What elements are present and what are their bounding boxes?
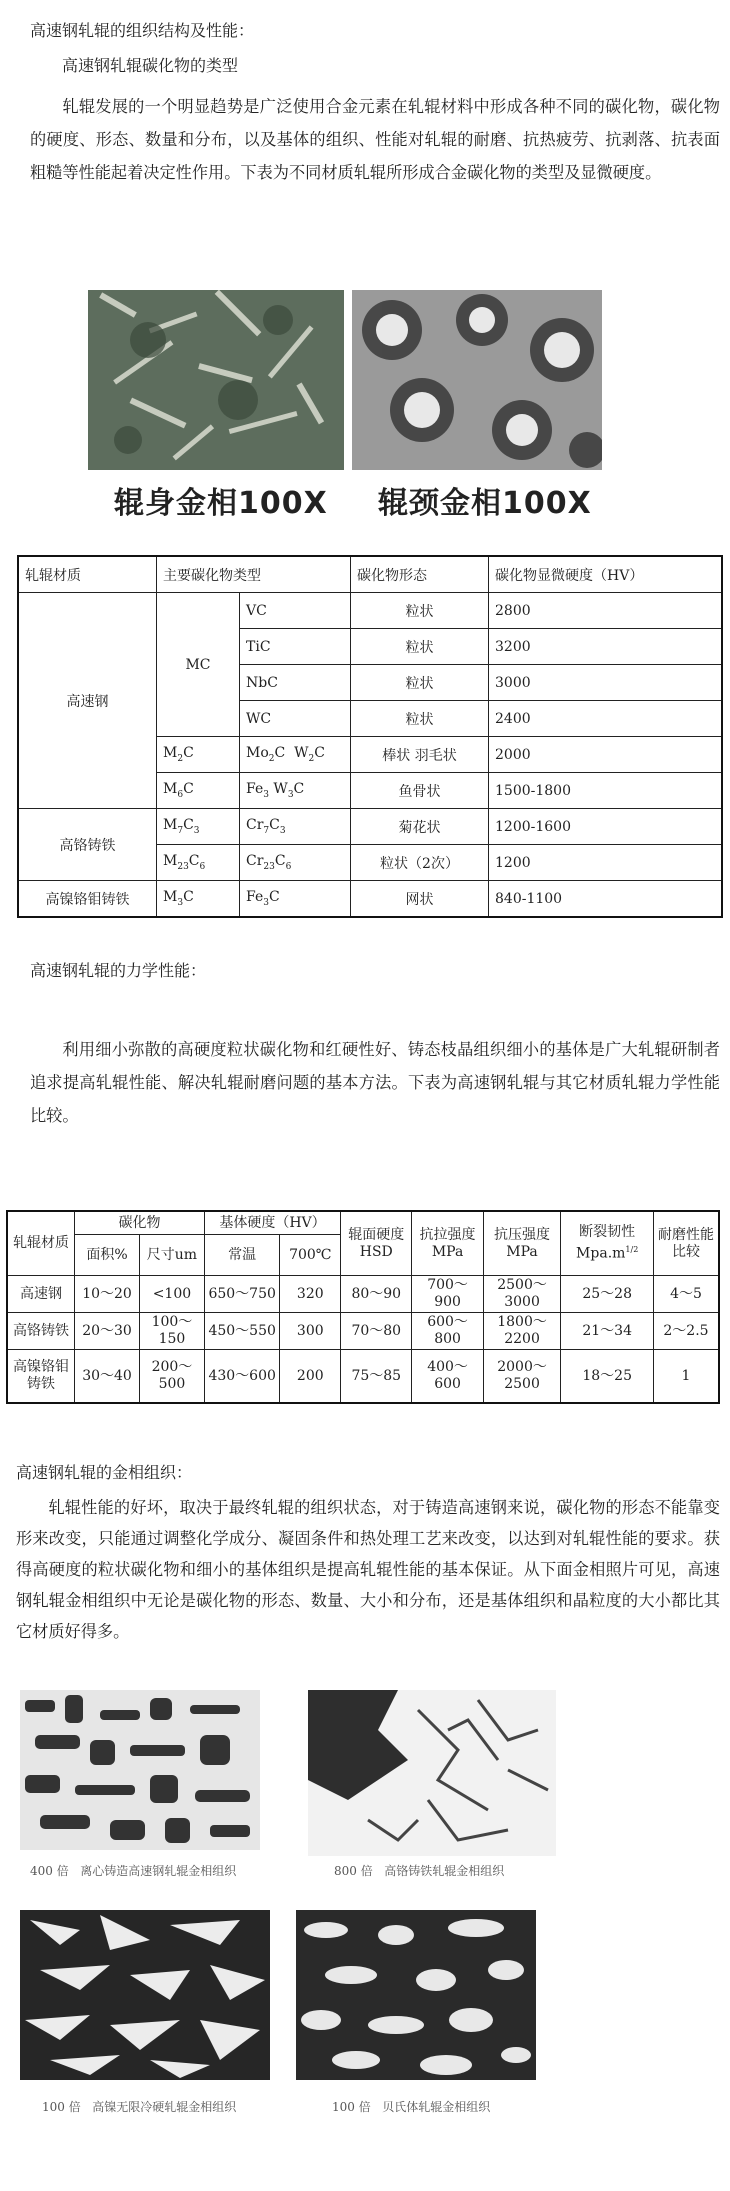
hot-hardness-cell: 300 — [280, 1313, 341, 1350]
hardness-cell: 2000 — [489, 737, 723, 773]
compressive-cell: 2000～2500 — [483, 1350, 561, 1404]
col-header-700c: 700℃ — [280, 1235, 341, 1276]
intro-paragraph: 轧辊发展的一个明显趋势是广泛使用合金元素在轧辊材料中形成各种不同的碳化物，碳化物的硬度、形态、数量和分布，以及基体的组织、性能对轧辊的耐磨、抗热疲劳、抗剥落、抗表面粗糙等性能起着决定性作用。下表为不同材质轧辊所形成合金碳化物的类型及显微硬度。 — [30, 97, 720, 182]
area-cell: 20～30 — [75, 1313, 140, 1350]
micrograph-nickel — [20, 1910, 270, 2080]
tensile-cell: 400～600 — [412, 1350, 483, 1404]
roll-body-caption: 辊身金相100X — [114, 486, 328, 521]
wear-cell: 1 — [653, 1350, 719, 1404]
micrograph-bainite-caption: 100 倍 贝氏体轧辊金相组织 — [332, 2100, 491, 2114]
microstructure-paragraph: 轧辊性能的好坏，取决于最终轧辊的组织状态，对于铸造高速钢来说，碳化物的形态不能靠变形来改变，只能通过调整化学成分、凝固条件和热处理工艺来改变，以达到对轧辊性能的要求。获得高硬度的粒状碳化物和细小的基体组织是提高轧辊性能的基本保证。从下面金相照片可见，高速钢轧辊金相组织中无论是碳化物的形态、数量、大小和分布，还是基体组织和晶粒度的大小都比其它材质好得多。 — [16, 1498, 720, 1641]
micrograph-hss — [20, 1690, 260, 1850]
section-heading-structure: 高速钢轧辊的组织结构及性能： — [30, 21, 255, 40]
material-cell: 高铬铸铁 — [18, 809, 157, 881]
fracture-cell: 18～25 — [561, 1350, 654, 1404]
carbide-form-cell: 粒状 — [351, 665, 489, 701]
carbide-type-cell: $Cr_{23}C_6$ — [240, 845, 351, 881]
area-cell: 10～20 — [75, 1276, 140, 1313]
carbide-form-cell: 粒状 — [351, 629, 489, 665]
table-row — [18, 881, 722, 918]
col-header-carbide-type: 主要碳化物类型 — [157, 556, 351, 593]
col-header-compressive: 抗压强度MPa — [483, 1211, 561, 1276]
room-temp-cell: 450～550 — [204, 1313, 280, 1350]
hardness-cell: 1500-1800 — [489, 773, 723, 809]
roll-neck-micrograph — [352, 290, 602, 470]
carbide-type-cell: $Cr_7C_3$ — [240, 809, 351, 845]
col-header-material: 轧辊材质 — [18, 556, 157, 593]
section-heading-mechanical: 高速钢轧辊的力学性能： — [30, 961, 207, 980]
room-temp-cell: 430～600 — [204, 1350, 280, 1404]
wear-cell: 2～2.5 — [653, 1313, 719, 1350]
carbide-type-cell: $Fe_3$ $W_3C$ — [240, 773, 351, 809]
area-cell: 30～40 — [75, 1350, 140, 1404]
roll-body-micrograph — [88, 290, 344, 470]
col-header-area: 面积% — [75, 1235, 140, 1276]
micrograph-nickel-texture — [20, 1910, 270, 2080]
carbide-form-cell: 鱼骨状 — [351, 773, 489, 809]
material-cell: 高速钢 — [7, 1276, 75, 1313]
material-cell: 高速钢 — [18, 593, 157, 809]
compressive-cell: 1800～2200 — [483, 1313, 561, 1350]
carbide-class-cell: $M_2C$ — [157, 737, 240, 773]
material-cell: 高镍铬钼铸铁 — [18, 881, 157, 918]
carbide-type-cell: NbC — [240, 665, 351, 701]
carbide-form-cell: 棒状 羽毛状 — [351, 737, 489, 773]
roll-neck-micrograph-texture — [352, 290, 602, 470]
compressive-cell: 2500～3000 — [483, 1276, 561, 1313]
carbide-class-cell: MC — [157, 593, 240, 737]
hot-hardness-cell: 200 — [280, 1350, 341, 1404]
carbide-class-cell: $M_3C$ — [157, 881, 240, 918]
tensile-cell: 600～800 — [412, 1313, 483, 1350]
carbide-type-cell: VC — [240, 593, 351, 629]
table-header-row — [18, 556, 722, 593]
room-temp-cell: 650～750 — [204, 1276, 280, 1313]
col-header-hardness: 碳化物显微硬度（HV） — [489, 556, 723, 593]
section-heading-carbide-types: 高速钢轧辊碳化物的类型 — [62, 56, 239, 75]
size-cell: 100～150 — [139, 1313, 204, 1350]
micrograph-hcr — [308, 1690, 556, 1856]
carbide-class-cell: $M_6C$ — [157, 773, 240, 809]
carbide-class-cell: $M_7C_3$ — [157, 809, 240, 845]
col-header-tensile: 抗拉强度MPa — [412, 1211, 483, 1276]
table-row — [7, 1350, 719, 1404]
hardness-cell: 3000 — [489, 665, 723, 701]
col-header-matrix-hardness: 基体硬度（HV） — [204, 1211, 340, 1235]
micrograph-bainite-texture — [296, 1910, 536, 2080]
fracture-cell: 25～28 — [561, 1276, 654, 1313]
hardness-cell: 840-1100 — [489, 881, 723, 918]
col-header-size: 尺寸um — [139, 1235, 204, 1276]
tensile-cell: 700～900 — [412, 1276, 483, 1313]
carbide-type-cell: $Fe_3C$ — [240, 881, 351, 918]
hot-hardness-cell: 320 — [280, 1276, 341, 1313]
roll-neck-caption: 辊颈金相100X — [378, 486, 592, 521]
table-row — [7, 1313, 719, 1350]
mechanical-paragraph: 利用细小弥散的高硬度粒状碳化物和红硬性好、铸态枝晶组织细小的基体是广大轧辊研制者追求提高轧辊性能、解决轧辊耐磨问题的基本方法。下表为高速钢轧辊与其它材质轧辊力学性能比较。 — [30, 1040, 720, 1125]
size-cell: 200～500 — [139, 1350, 204, 1404]
surface-hardness-cell: 80～90 — [341, 1276, 412, 1313]
col-header-surface-hardness: 辊面硬度HSD — [341, 1211, 412, 1276]
hardness-cell: 2400 — [489, 701, 723, 737]
col-header-material: 轧辊材质 — [7, 1211, 75, 1276]
carbide-type-cell: $Mo_2C$ $W_2C$ — [240, 737, 351, 773]
col-header-room-temp: 常温 — [204, 1235, 280, 1276]
micrograph-hcr-texture — [308, 1690, 556, 1856]
hardness-cell: 3200 — [489, 629, 723, 665]
carbide-form-cell: 粒状 — [351, 701, 489, 737]
micrograph-hss-caption: 400 倍 离心铸造高速钢轧辊金相组织 — [30, 1864, 237, 1878]
roll-body-micrograph-texture — [88, 290, 344, 470]
micrograph-bainite — [296, 1910, 536, 2080]
carbide-form-cell: 粒状（2次） — [351, 845, 489, 881]
carbide-form-cell: 粒状 — [351, 593, 489, 629]
table-row — [7, 1276, 719, 1313]
fracture-cell: 21～34 — [561, 1313, 654, 1350]
carbide-type-cell: WC — [240, 701, 351, 737]
col-header-carbide: 碳化物 — [75, 1211, 205, 1235]
hardness-cell: 2800 — [489, 593, 723, 629]
carbide-form-cell: 网状 — [351, 881, 489, 918]
surface-hardness-cell: 70～80 — [341, 1313, 412, 1350]
micrograph-nickel-caption: 100 倍 高镍无限冷硬轧辊金相组织 — [42, 2100, 237, 2114]
table-header-row — [7, 1211, 719, 1235]
hardness-cell: 1200-1600 — [489, 809, 723, 845]
surface-hardness-cell: 75～85 — [341, 1350, 412, 1404]
col-header-carbide-form: 碳化物形态 — [351, 556, 489, 593]
carbide-types-table — [17, 555, 723, 918]
size-cell: <100 — [139, 1276, 204, 1313]
hardness-cell: 1200 — [489, 845, 723, 881]
micrograph-hss-texture — [20, 1690, 260, 1850]
material-cell: 高铬铸铁 — [7, 1313, 75, 1350]
col-header-fracture: 断裂韧性 $Mpa.m^{1/2}$ — [561, 1211, 654, 1276]
table-row — [18, 809, 722, 845]
carbide-class-cell: $M_{23}C_6$ — [157, 845, 240, 881]
col-header-wear: 耐磨性能比较 — [653, 1211, 719, 1276]
material-cell: 高镍铬钼铸铁 — [7, 1350, 75, 1404]
carbide-type-cell: TiC — [240, 629, 351, 665]
section-heading-microstructure: 高速钢轧辊的金相组织： — [16, 1463, 193, 1482]
wear-cell: 4～5 — [653, 1276, 719, 1313]
mechanical-properties-table — [6, 1210, 720, 1404]
table-row — [18, 593, 722, 629]
carbide-form-cell: 菊花状 — [351, 809, 489, 845]
micrograph-hcr-caption: 800 倍 高铬铸铁轧辊金相组织 — [334, 1864, 505, 1878]
